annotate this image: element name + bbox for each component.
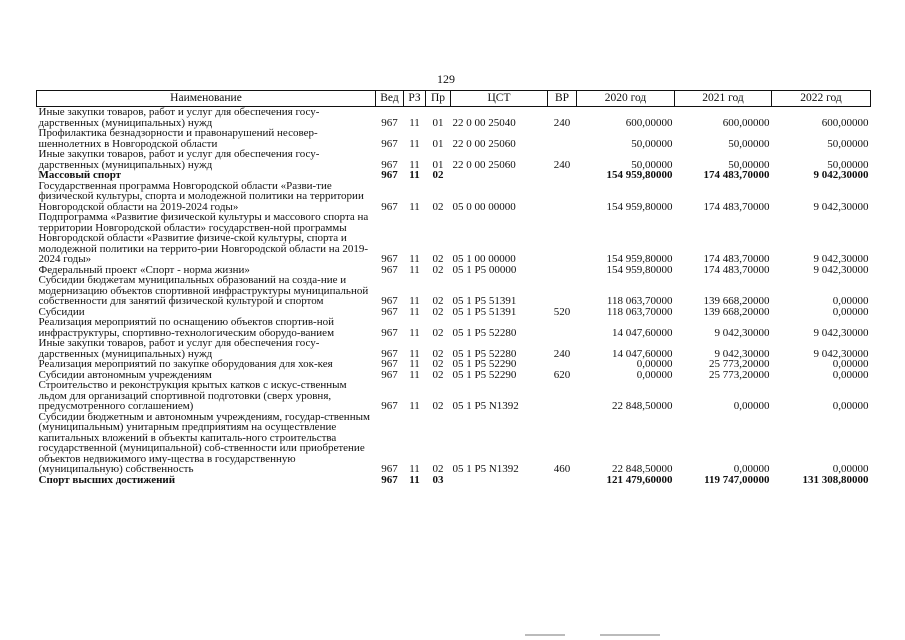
row-2022-cell: 0,00000	[832, 463, 869, 475]
row-name-cell: Иные закупки товаров, работ и услуг для обеспечения госу-дарственных (муниципальных) нужд	[38, 106, 320, 129]
row-pr-cell: 02	[432, 305, 444, 318]
row-2020-cell: 154 959,80000	[606, 263, 673, 276]
row-2020-cell: 50,00000	[631, 158, 673, 171]
row-rz-cell: 11	[409, 358, 420, 370]
header-ved: Вед	[376, 91, 404, 107]
row-cst-cell: 05 1 P5 52280	[452, 347, 517, 360]
row-ved-cell: 967	[381, 158, 398, 171]
row-cst-cell	[451, 170, 548, 181]
row-name-cell: Профилактика безнадзорности и правонарушений несовер-шеннолетних в Новгородской области	[38, 127, 318, 150]
table-row	[37, 170, 871, 181]
header-rz: РЗ	[404, 91, 426, 107]
row-cst-cell: 05 1 P5 51391	[452, 295, 517, 307]
table-row	[37, 212, 871, 265]
row-name-cell: Реализация мероприятий по оснащению объектов спортив-ной инфраструктуры, спортивно-технологическим оборудо-ванием	[38, 316, 335, 339]
table-row	[37, 181, 871, 213]
row-ved-cell: 967	[381, 116, 398, 129]
row-2021-cell: 0,00000	[733, 400, 770, 412]
row-vr-cell	[548, 212, 577, 265]
row-ved-cell: 967	[381, 295, 398, 307]
table-body	[37, 107, 871, 486]
row-cst-cell: 22 0 00 25040	[452, 116, 516, 129]
row-2021-cell: 174 483,70000	[703, 263, 770, 276]
row-2022-cell: 0,00000	[832, 305, 869, 318]
row-name-cell: Массовый спорт	[38, 169, 122, 181]
row-ved-cell: 967	[381, 263, 398, 276]
row-rz-cell: 11	[409, 200, 420, 213]
row-2020-cell: 22 848,50000	[612, 463, 673, 475]
row-2021-cell: 50,00000	[728, 158, 770, 171]
row-name-cell: Субсидии автономным учреждениям	[38, 368, 212, 381]
row-2022-cell: 9 042,30000	[813, 253, 869, 265]
table-row	[37, 128, 871, 149]
row-2022-cell: 9 042,30000	[813, 200, 869, 213]
row-2020-cell: 154 959,80000	[606, 169, 673, 181]
row-name-cell: Спорт высших достижений	[38, 473, 176, 486]
table-row	[37, 317, 871, 338]
row-ved-cell: 967	[381, 400, 398, 412]
row-rz-cell: 11	[409, 295, 420, 307]
row-2022-cell: 0,00000	[832, 295, 869, 307]
row-2020-cell: 22 848,50000	[612, 400, 673, 412]
row-pr-cell: 02	[432, 200, 444, 213]
row-2021-cell: 139 668,20000	[703, 295, 770, 307]
row-cst-cell	[451, 475, 548, 486]
row-pr-cell: 01	[432, 116, 444, 129]
row-ved-cell: 967	[381, 463, 398, 475]
table-row	[37, 149, 871, 170]
row-ved-cell: 967	[381, 200, 398, 213]
row-cst-cell: 05 1 P5 51391	[452, 305, 517, 318]
row-vr-cell	[548, 475, 577, 486]
budget-table	[36, 90, 871, 485]
row-2021-cell: 9 042,30000	[714, 347, 770, 360]
row-2022-cell: 131 308,80000	[802, 473, 869, 486]
row-vr-cell: 520	[553, 305, 571, 318]
row-name-cell: Подпрограмма «Развитие физической культуры и массового спорта на территории Новгородской области» государствен-ной программы Новгородской области «Развитие физиче-ской культуры, спорта и молодежной политики на террито-рии Новгородской области на 2019-2024 годы»	[38, 211, 369, 265]
row-vr-cell	[548, 275, 577, 307]
row-pr-cell: 02	[432, 263, 444, 276]
row-2022-cell: 9 042,30000	[813, 326, 869, 339]
row-cst-cell: 05 1 00 00000	[452, 253, 516, 265]
row-2021-cell: 174 483,70000	[703, 200, 770, 213]
row-cst-cell: 05 1 P5 00000	[452, 263, 517, 276]
scan-artifact	[600, 634, 660, 636]
row-2022-cell: 0,00000	[832, 368, 869, 381]
row-2022-cell: 0,00000	[832, 400, 869, 412]
row-pr-cell: 02	[432, 169, 444, 181]
row-vr-cell	[548, 181, 577, 213]
row-2021-cell: 174 483,70000	[703, 169, 770, 181]
row-2021-cell: 25 773,20000	[709, 368, 770, 381]
header-cst: ЦСТ	[451, 91, 548, 107]
table-row	[37, 275, 871, 307]
row-name-cell: Субсидии бюджетным и автономным учреждениям, государ-ственным (муниципальным) унитарным предприятиям на осуществление капитальных вложений в объекты капиталь-ного строительства государственной (муниципальной) соб-ственности или приобретение объектов недвижимого иму-щества в государственную (муниципальную) собственность	[38, 410, 370, 475]
row-2020-cell: 14 047,60000	[612, 347, 673, 360]
row-cst-cell: 05 1 P5 N1392	[452, 463, 519, 475]
row-2021-cell: 25 773,20000	[709, 358, 770, 370]
row-pr-cell: 02	[432, 358, 444, 370]
row-pr-cell: 02	[432, 326, 444, 339]
row-rz-cell: 11	[409, 326, 420, 339]
row-2020-cell: 118 063,70000	[606, 305, 673, 318]
row-name-cell: Иные закупки товаров, работ и услуг для обеспечения госу-дарственных (муниципальных) нужд	[38, 337, 320, 360]
row-cst-cell: 05 1 P5 52280	[452, 326, 517, 339]
row-cst-cell: 22 0 00 25060	[452, 137, 516, 150]
row-name-cell: Субсидии	[38, 305, 85, 318]
row-2020-cell: 0,00000	[636, 368, 673, 381]
table-row	[37, 475, 871, 486]
row-cst-cell: 05 1 P5 52290	[452, 368, 517, 381]
header-2020: 2020 год	[577, 91, 675, 107]
row-vr-cell: 460	[553, 463, 571, 475]
row-vr-cell	[548, 317, 577, 338]
row-name-cell: Реализация мероприятий по закупке оборудования для хок-кея	[38, 358, 333, 370]
row-name-cell: Федеральный проект «Спорт - норма жизни»	[38, 263, 250, 276]
row-ved-cell: 967	[381, 347, 398, 360]
row-2021-cell: 50,00000	[728, 137, 770, 150]
row-ved-cell: 967	[381, 137, 398, 150]
row-rz-cell: 11	[409, 347, 420, 360]
row-pr-cell: 01	[432, 137, 444, 150]
row-name-cell: Строительство и реконструкция крытых катков с искус-ственным льдом для организаций спортивной подготовки (сверх уровня, предусмотренного соглашением)	[38, 379, 347, 412]
row-vr-cell	[548, 170, 577, 181]
row-2021-cell: 139 668,20000	[703, 305, 770, 318]
row-pr-cell: 02	[432, 295, 444, 307]
table-row	[37, 107, 871, 129]
row-2022-cell: 0,00000	[832, 358, 869, 370]
row-name-cell: Субсидии бюджетам муниципальных образований на созда-ние и модернизацию объектов спортивной инфраструктуры муниципальной собственности для занятий физической культурой и спортом	[38, 274, 369, 307]
row-2020-cell: 14 047,60000	[612, 326, 673, 339]
row-rz-cell: 11	[409, 473, 420, 486]
row-vr-cell: 240	[553, 116, 571, 129]
row-ved-cell: 967	[381, 326, 398, 339]
row-ved-cell: 967	[381, 368, 398, 381]
row-vr-cell: 240	[553, 158, 571, 171]
row-vr-cell: 240	[553, 347, 571, 360]
header-2021: 2021 год	[675, 91, 772, 107]
row-pr-cell: 02	[432, 347, 444, 360]
row-2021-cell: 9 042,30000	[714, 326, 770, 339]
row-2022-cell: 50,00000	[827, 137, 869, 150]
header-name: Наименование	[37, 91, 376, 107]
row-2020-cell: 154 959,80000	[606, 200, 673, 213]
row-2020-cell: 50,00000	[631, 137, 673, 150]
row-2020-cell: 600,00000	[625, 116, 673, 129]
row-rz-cell: 11	[409, 158, 420, 171]
row-rz-cell: 11	[409, 368, 420, 381]
row-cst-cell: 05 1 P5 N1392	[452, 400, 519, 412]
row-ved-cell: 967	[381, 253, 398, 265]
row-pr-cell: 02	[432, 400, 444, 412]
header-pr: Пр	[426, 91, 451, 107]
table-row	[37, 412, 871, 475]
row-2022-cell: 600,00000	[821, 116, 869, 129]
row-ved-cell: 967	[381, 358, 398, 370]
row-2022-cell: 9 042,30000	[813, 347, 869, 360]
table-row	[37, 380, 871, 412]
row-2022-cell: 9 042,30000	[813, 169, 869, 181]
row-2020-cell: 118 063,70000	[606, 295, 673, 307]
header-vr: ВР	[548, 91, 577, 107]
row-pr-cell: 02	[432, 253, 444, 265]
row-2021-cell: 600,00000	[722, 116, 770, 129]
row-pr-cell: 01	[432, 158, 444, 171]
row-cst-cell: 05 0 00 00000	[452, 200, 516, 213]
row-ved-cell: 967	[381, 169, 398, 181]
row-2020-cell: 154 959,80000	[606, 253, 673, 265]
page-number: 129	[437, 72, 455, 86]
row-name-cell: Государственная программа Новгородской области «Разви-тие физической культуры, спорта и молодежной политики на территории Новгородской области на 2019-2024 годы»	[38, 179, 364, 213]
row-rz-cell: 11	[409, 263, 420, 276]
row-2020-cell: 121 479,60000	[606, 473, 673, 486]
table-row	[37, 338, 871, 359]
row-rz-cell: 11	[409, 116, 420, 129]
row-rz-cell: 11	[409, 400, 420, 412]
table-row	[37, 359, 871, 370]
row-vr-cell	[548, 265, 577, 276]
row-vr-cell	[548, 128, 577, 149]
row-vr-cell	[548, 380, 577, 412]
row-2021-cell: 174 483,70000	[703, 253, 770, 265]
header-2022: 2022 год	[772, 91, 871, 107]
row-rz-cell: 11	[409, 463, 420, 475]
row-rz-cell: 11	[409, 137, 420, 150]
row-pr-cell: 02	[432, 463, 444, 475]
row-rz-cell: 11	[409, 169, 420, 181]
row-cst-cell: 22 0 00 25060	[452, 158, 516, 171]
row-2021-cell: 0,00000	[733, 463, 770, 475]
row-ved-cell: 967	[381, 305, 398, 318]
row-rz-cell: 11	[409, 305, 420, 318]
row-2022-cell: 9 042,30000	[813, 263, 869, 276]
row-pr-cell: 02	[432, 368, 444, 381]
scan-artifact	[525, 634, 565, 636]
table-header-row	[37, 91, 871, 107]
row-2022-cell: 50,00000	[827, 158, 869, 171]
row-vr-cell	[548, 359, 577, 370]
row-2021-cell: 119 747,00000	[704, 473, 770, 486]
row-pr-cell: 03	[432, 473, 444, 486]
row-rz-cell: 11	[409, 253, 420, 265]
row-cst-cell: 05 1 P5 52290	[452, 358, 517, 370]
row-name-cell: Иные закупки товаров, работ и услуг для обеспечения госу-дарственных (муниципальных) нужд	[38, 148, 320, 171]
row-2020-cell: 0,00000	[636, 358, 673, 370]
row-vr-cell: 620	[553, 368, 571, 381]
row-ved-cell: 967	[381, 473, 398, 486]
